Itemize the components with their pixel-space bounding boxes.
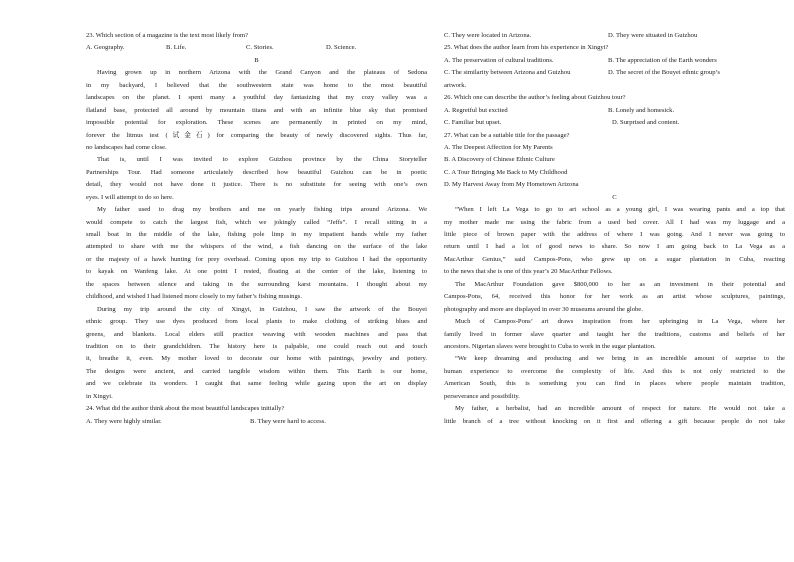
option-b: B. The appreciation of the Earth wonders [608, 56, 717, 64]
passage-line: it, breathe it, even. My mother loved to decorate our home with paintings, jewelry and pottery. [86, 355, 427, 363]
passage-line: Much of Campos-Pons’ art draws inspiration from her upbringing in La Vega, where her [455, 318, 785, 326]
question-26-options-cd [444, 117, 785, 129]
passage-line: in Xingyi. [86, 392, 113, 400]
question-27-option-c: C. A Tour Bringing Me Back to My Childhood [444, 168, 568, 176]
passage-line: small boat in the middle of the lake, fishing pole limp in my impatient hands while my father [86, 231, 427, 238]
passage-line: “We keep dreaming and producing and we bring in an incredible amount of surprise to the [455, 355, 785, 363]
passage-line: The designs were ancient, and carried tangible wisdom within them. This Earth is our home, [86, 367, 427, 375]
passage-line: to kayak on Wanfeng lake. At one point I rested, floating at the center of the lake, listening to [86, 268, 427, 276]
passage-line: greens, and blankets. Local elders still practice weaving with wooden machines and pass that [86, 330, 427, 338]
passage-line: little piece of brown paper with the address of where I was going. And I never was going to [444, 231, 785, 238]
question-27: 27. What can be a suitable title for the passage? [444, 131, 570, 139]
question-25-options-cd [444, 67, 785, 79]
option-a: A. Geography. [86, 44, 125, 52]
passage-line: MacArthur Genius,” said Campos-Pons, who grew up on a sugar plantation in Cuba, reacting [444, 255, 785, 263]
passage-line: forever the litmus test (试金石) for comparing the beauty of newly discovered sights. Thus far, [86, 131, 427, 139]
passage-line: perseverance and possibility. [444, 392, 520, 400]
passage-line: Having grown up in northern Arizona with the Grand Canyon and the plateaus of Sedona [97, 69, 427, 77]
option-a: A. The preservation of cultural traditions. [444, 56, 554, 64]
passage-line: childhood, and wished I had listened more closely to my father’s fishing musings. [86, 293, 302, 301]
passage-line: During my trip around the city of Xingyi, in Guizhou, I saw the artwork of the Bouyei [97, 305, 427, 313]
passage-line: My father used to drag my brothers and me on yearly fishing trips around Arizona. We [97, 206, 427, 214]
passage-line: human experience to overcome the complexity of life. And this is not only restricted to the [444, 367, 785, 375]
right-column [444, 30, 785, 428]
option-b: B. Life. [166, 44, 187, 52]
passage-line: attempted to share with me the whispers of the wind, a fish dancing on the surface of the lake [86, 243, 427, 251]
passage-line: detail, they would not have done it justice. There is no substitute for seeing with one’s own [86, 181, 427, 189]
passage-line: My father, a herbalist, had an incredible amount of respect for nature. He would not take a [455, 405, 785, 413]
passage-line: my mother made me using the fabric from a used bed cover. All I had was my luggage and a [444, 218, 785, 226]
question-24: 24. What did the author think about the most beautiful landscapes initially? [86, 405, 285, 413]
passage-line: return until I had a lot of good news to share. So now I am going back to La Vega as a [444, 243, 785, 251]
passage-line: or the majesty of a hawk hunting for prey overhead. Coming upon my trip to Guizhou I had the opportunity [86, 255, 427, 263]
question-27-option-b: B. A Discovery of Chinese Ethnic Culture [444, 156, 555, 164]
passage-line: the spaces between silence and taking in the surrounding karst mountains. I thought about my [86, 280, 427, 288]
option-c: C. Stories. [246, 44, 274, 52]
passage-line: American South, this is something you can find in places where people maintain tradition, [444, 380, 785, 388]
option-d: D. They were situated in Guizhou [608, 32, 698, 39]
passage-line: to the news that she is one of this year’s 20 MacArthur Fellows. [444, 268, 613, 276]
question-27-option-a: A. The Deepest Affection for My Parents [444, 143, 553, 151]
passage-line: landscapes on the planet. I spent many a youthful day fantasizing that my cozy valley was a [86, 94, 427, 102]
option-d: D. Surprised and content. [612, 119, 680, 127]
passage-line: eyes. I will attempt to do so here. [86, 193, 174, 201]
question-25-continuation: artwork. [444, 81, 467, 89]
passage-line: impossible potential for exploration. These scenes are permanently in printed on my mind, [86, 119, 427, 127]
question-24-options-ab [86, 416, 427, 428]
option-a: A. They were highly similar. [86, 417, 162, 425]
passage-line: “When I left La Vega to go to art school as a young girl, I was wearing pants and a top that [455, 206, 785, 214]
question-26: 26. Which one can describe the author’s feeling about Guizhou tour? [444, 94, 626, 102]
option-a: A. Regretful but excited [444, 106, 508, 114]
passage-line: Partnerships Tour. Had someone articulately described how beautiful Guizhou can be in poetic [86, 168, 427, 176]
question-25-options-ab [444, 55, 785, 67]
passage-b [86, 67, 427, 403]
passage-line: photography and more are displayed in over 30 museums around the globe. [444, 305, 643, 313]
option-b: B. Lonely and homesick. [608, 106, 675, 114]
option-b: B. They were hard to access. [250, 417, 326, 425]
section-b-heading: B [254, 56, 259, 64]
left-column [86, 30, 427, 428]
option-c: C. The similarity between Arizona and Guizhou [444, 69, 571, 77]
question-25: 25. What does the author learn from his experience in Xingyi? [444, 44, 609, 52]
question-27-option-d: D. My Harvest Away from My Hometown Arizona [444, 181, 579, 189]
passage-c [444, 204, 785, 428]
passage-line: tradition on to their grandchildren. The history here is palpable, one could reach out and touch [86, 342, 427, 350]
question-23: 23. Which section of a magazine is the text most likely from? [86, 32, 249, 39]
question-26-options-ab [444, 105, 785, 117]
passage-line: family lived in former slave quarter and taught her the traditions, customs and beliefs of her [444, 330, 785, 338]
passage-line: in my backyard, I believed that the southwestern state was home to the most beautiful [86, 81, 427, 89]
option-c: C. Familiar but upset. [444, 119, 502, 127]
question-24-options-cd [444, 30, 785, 42]
passage-line: and we celebrate its wonders. I caught that same feeling while gazing upon the art on display [86, 380, 427, 388]
passage-line: would compete to catch the largest fish, which we jokingly called “Jeffs”. I recall sitting in a [86, 218, 427, 226]
option-d: D. The secret of the Bouyei ethnic group’s [608, 69, 720, 77]
option-c: C. They were located in Arizona. [444, 32, 532, 39]
option-d: D. Science. [326, 44, 357, 52]
passage-line: little branch of a tree without knocking on it first and offering a gift because people do not take [444, 417, 785, 425]
passage-line: flatland base, protected all around by mountain titans and with an infinite blue sky that promised [86, 106, 427, 114]
passage-line: That is, until I was invited to explore Guizhou province by the China Storyteller [97, 156, 427, 164]
passage-line: Campos-Pons, 64, received this honor for her work as an artist whose sculptures, paintings, [444, 293, 785, 301]
passage-line: ancestors. Nigerian slaves were brought to Cuba to work in the sugar plantation. [444, 342, 656, 350]
passage-line: no landscapes had come close. [86, 143, 167, 151]
section-c-heading: C [612, 193, 617, 201]
passage-line: ethnic group. They use dyes produced from local plants to make clothing of striking blues and [86, 318, 427, 326]
question-23-options [86, 42, 427, 54]
passage-line: The MacArthur Foundation gave $800,000 to her as an investment in their potential and [455, 280, 785, 288]
